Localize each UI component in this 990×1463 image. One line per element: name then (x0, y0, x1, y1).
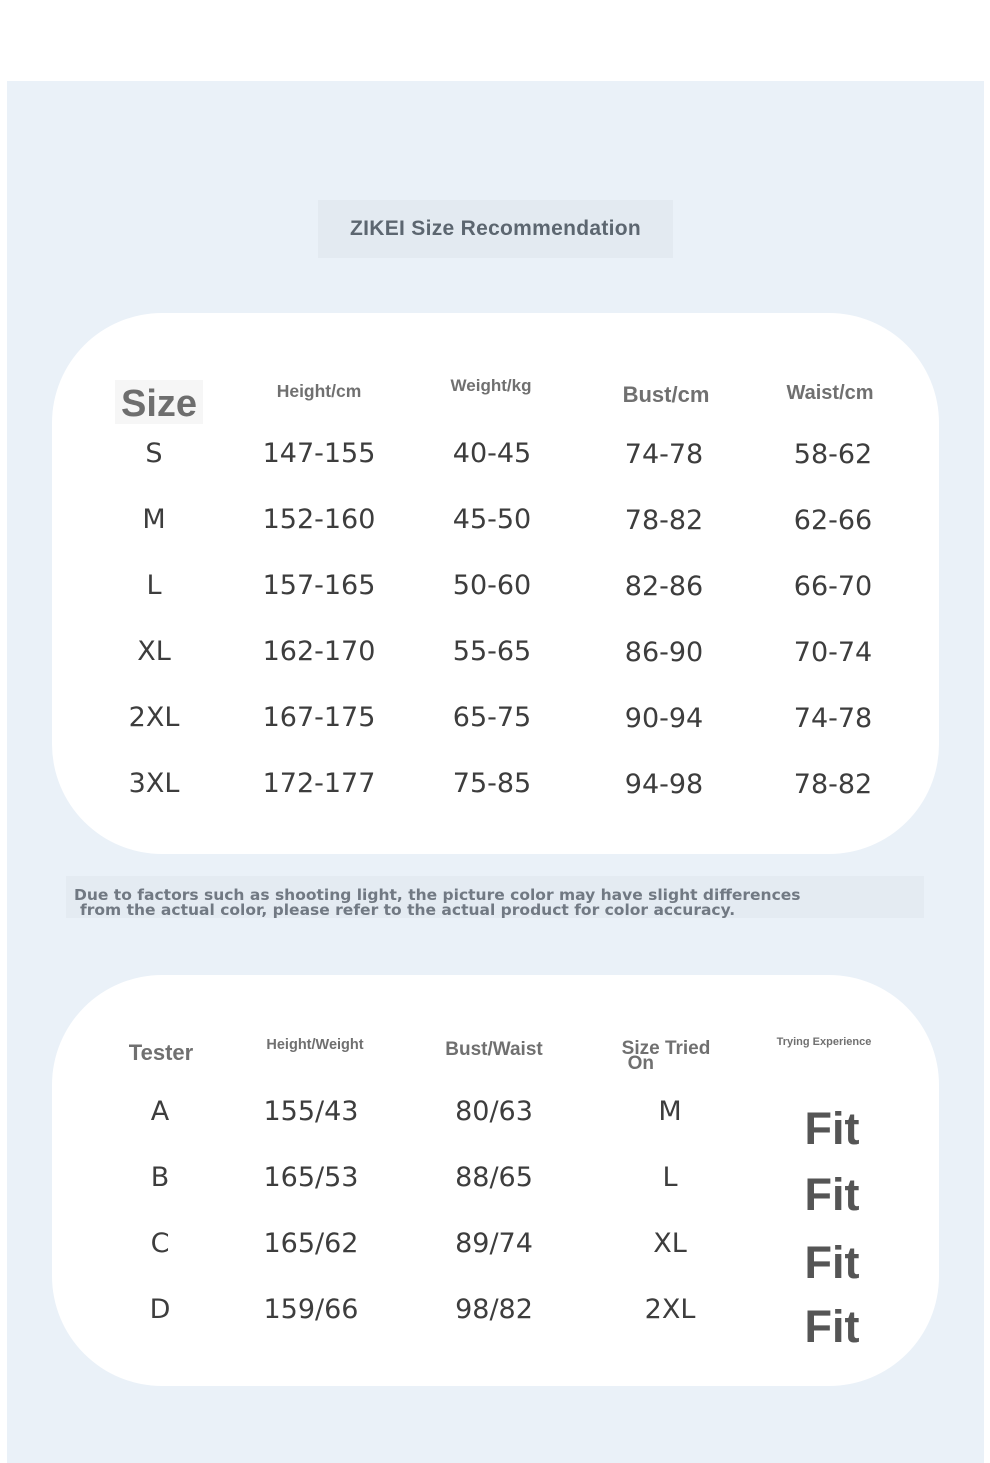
header-size: Size (115, 380, 203, 424)
header-size-tried-line2: On (627, 1053, 655, 1074)
height-cell: 162-170 (262, 636, 376, 667)
title-banner (318, 200, 673, 258)
experience-cell: Fit (804, 1237, 860, 1288)
weight-cell: 75-85 (452, 768, 532, 799)
tester-cell: A (150, 1096, 170, 1127)
size-cell: S (145, 438, 163, 469)
experience-cell: Fit (804, 1169, 860, 1220)
size-cell: 3XL (128, 768, 180, 799)
waist-cell: 78-82 (793, 769, 873, 800)
bust-waist-cell: 88/65 (455, 1162, 533, 1193)
height-weight-cell: 159/66 (263, 1294, 359, 1325)
header-size-tried-line1: Size Tried (621, 1038, 711, 1059)
bust-cell: 74-78 (624, 439, 704, 470)
experience-cell: Fit (804, 1103, 860, 1154)
weight-cell: 50-60 (452, 570, 532, 601)
bust-cell: 82-86 (624, 571, 704, 602)
header-trying-experience: Trying Experience (776, 1036, 872, 1048)
height-cell: 157-165 (262, 570, 376, 601)
height-weight-cell: 165/62 (263, 1228, 359, 1259)
size-tried-cell: L (662, 1162, 678, 1193)
header-bust: Bust/cm (622, 382, 710, 407)
size-tried-cell: 2XL (644, 1294, 696, 1325)
size-tried-cell: XL (653, 1228, 687, 1259)
disclaimer-line-1: Due to factors such as shooting light, the picture color may have slight differences (74, 886, 801, 904)
waist-cell: 70-74 (793, 637, 873, 668)
weight-cell: 40-45 (452, 438, 532, 469)
weight-cell: 55-65 (452, 636, 532, 667)
tester-cell: D (149, 1294, 171, 1325)
weight-cell: 65-75 (452, 702, 532, 733)
header-size-tried (621, 1038, 711, 1074)
bust-cell: 90-94 (624, 703, 704, 734)
height-cell: 152-160 (262, 504, 376, 535)
page-title: ZIKEI Size Recommendation (349, 217, 642, 240)
height-cell: 147-155 (262, 438, 376, 469)
size-cell: L (146, 570, 162, 601)
size-cell: XL (137, 636, 171, 667)
waist-cell: 62-66 (793, 505, 873, 536)
header-weight: Weight/kg (450, 376, 532, 395)
height-cell: 167-175 (262, 702, 376, 733)
size-cell: M (142, 504, 166, 535)
size-tried-cell: M (658, 1096, 682, 1127)
waist-cell: 74-78 (793, 703, 873, 734)
weight-cell: 45-50 (452, 504, 532, 535)
bust-waist-cell: 80/63 (455, 1096, 533, 1127)
height-cell: 172-177 (262, 768, 376, 799)
header-tester: Tester (128, 1040, 194, 1065)
height-weight-cell: 155/43 (263, 1096, 359, 1127)
header-height-weight: Height/Weight (266, 1037, 364, 1053)
bust-cell: 78-82 (624, 505, 704, 536)
tester-cell: B (150, 1162, 170, 1193)
waist-cell: 66-70 (793, 571, 873, 602)
bust-waist-cell: 98/82 (455, 1294, 533, 1325)
height-weight-cell: 165/53 (263, 1162, 359, 1193)
color-disclaimer (66, 876, 924, 918)
disclaimer-line-2: from the actual color, please refer to the actual product for color accuracy. (80, 901, 736, 919)
header-bust-waist: Bust/Waist (445, 1039, 543, 1060)
header-waist: Waist/cm (786, 382, 874, 404)
header-height: Height/cm (276, 381, 362, 401)
bust-waist-cell: 89/74 (455, 1228, 533, 1259)
tester-cell: C (150, 1228, 170, 1259)
experience-cell: Fit (804, 1301, 860, 1352)
bust-cell: 94-98 (624, 769, 704, 800)
size-cell: 2XL (128, 702, 180, 733)
bust-cell: 86-90 (624, 637, 704, 668)
waist-cell: 58-62 (793, 439, 873, 470)
